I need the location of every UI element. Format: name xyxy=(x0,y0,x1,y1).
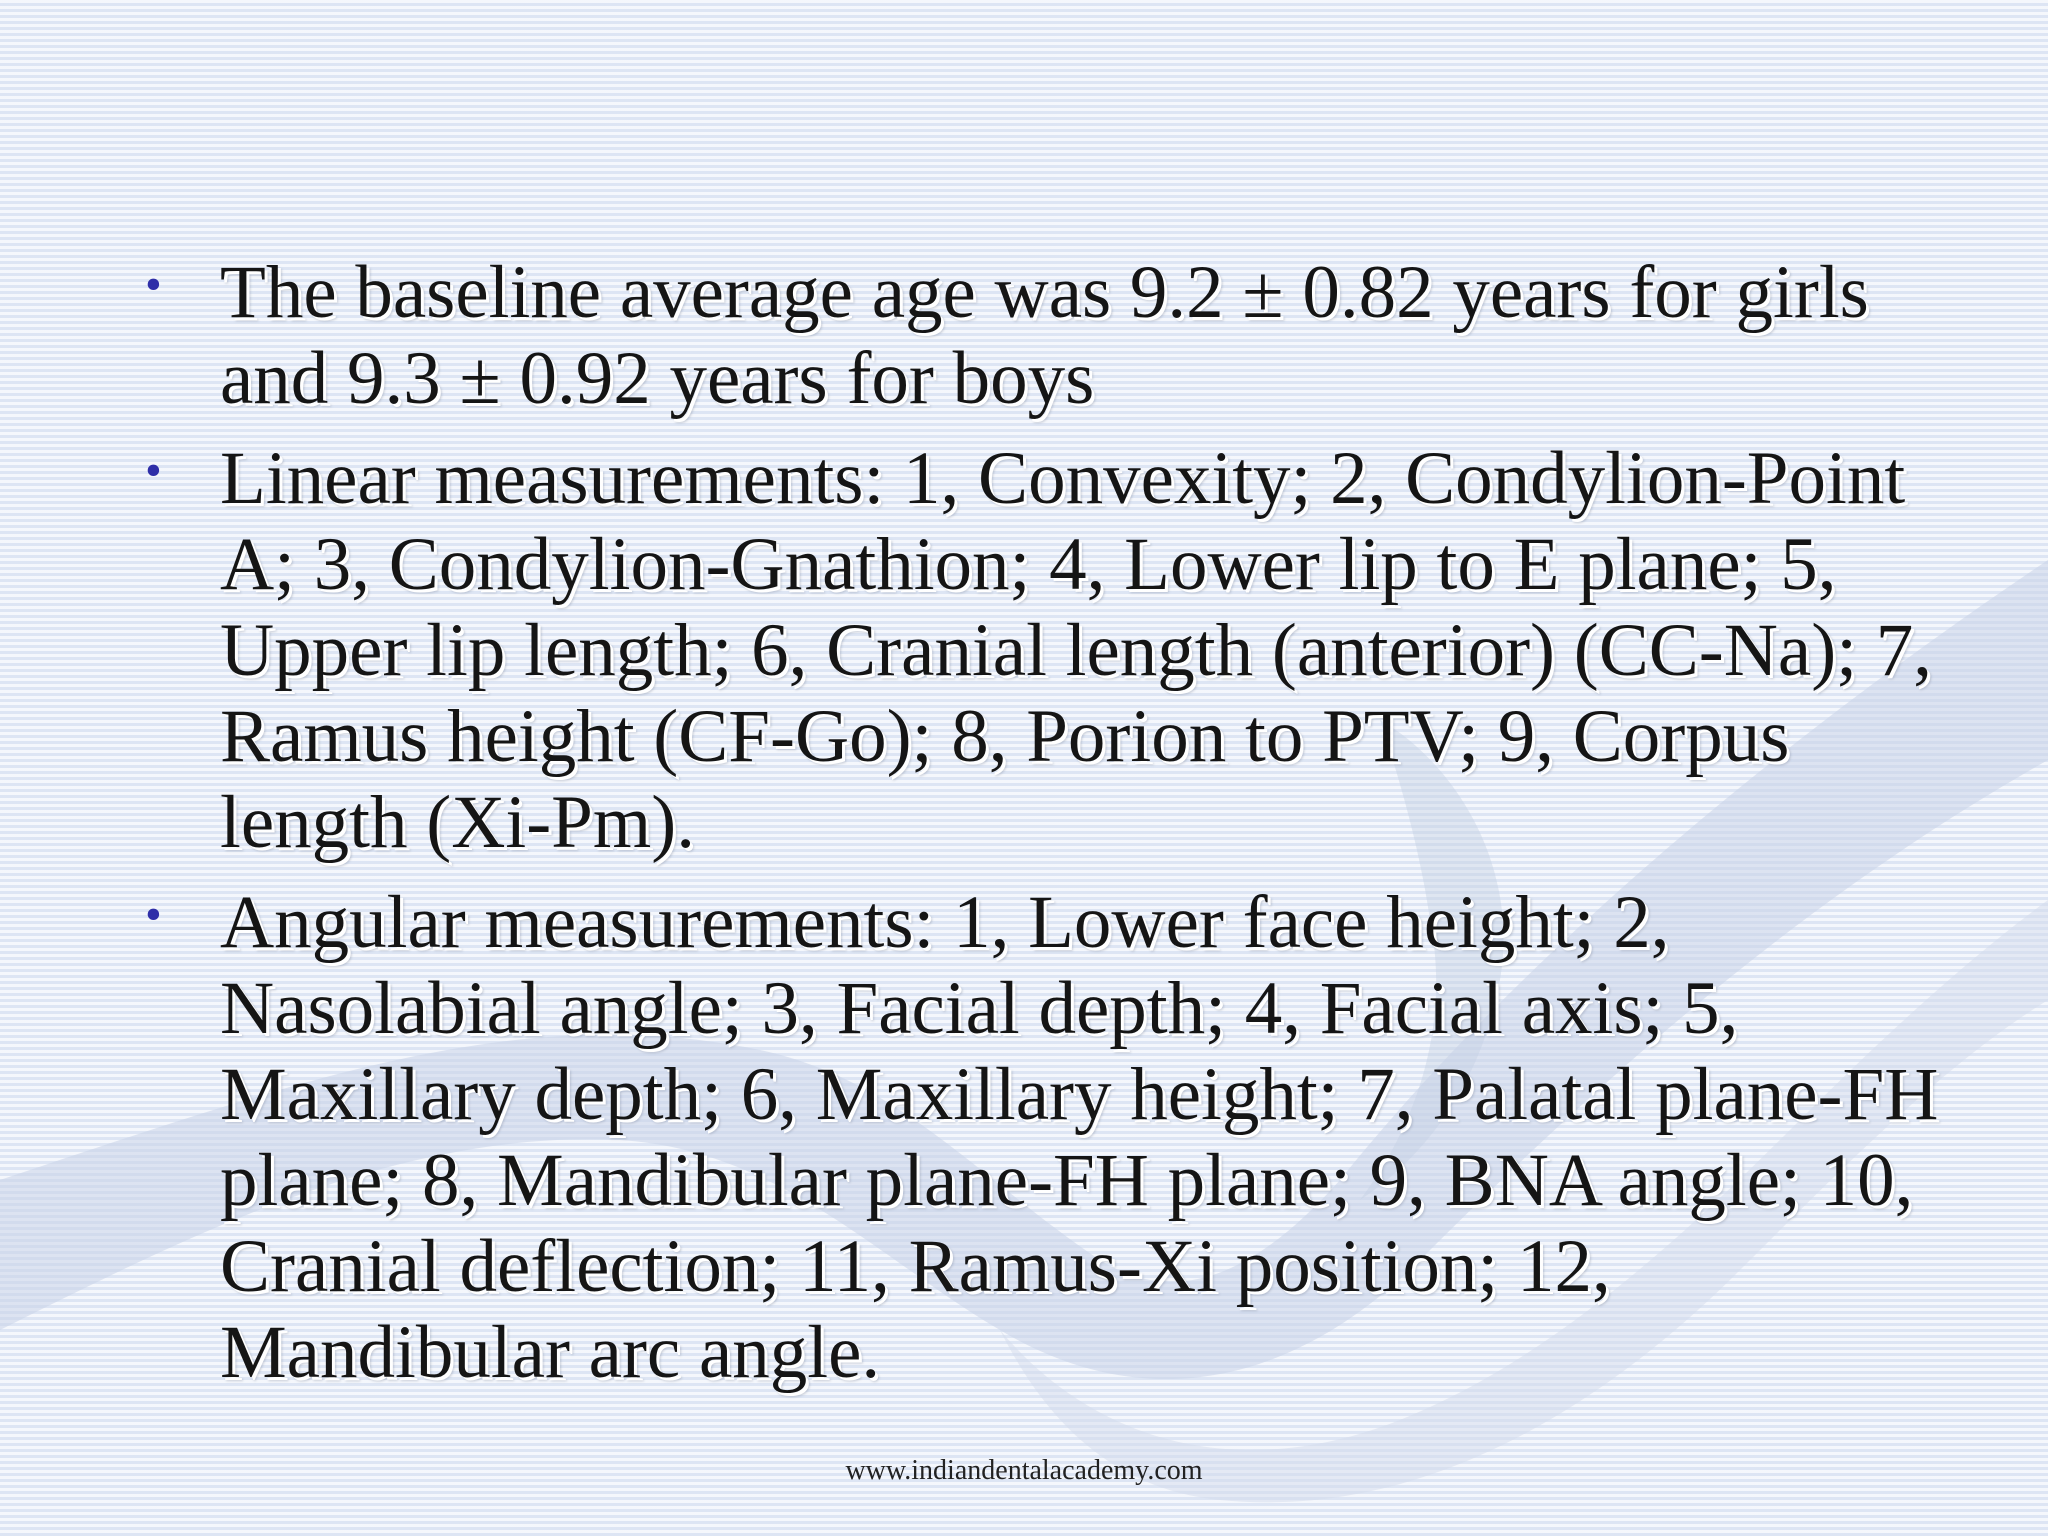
bullet-text: The baseline average age was 9.2 ± 0.82 years for girls and 9.3 ± 0.92 years for boys xyxy=(220,251,1869,420)
bullet-dot-icon: • xyxy=(145,444,162,497)
bullet-text: Linear measurements: 1, Convexity; 2, Condylion-Point A; 3, Condylion-Gnathion; 4, Lower lip to E plane; 5, Upper lip length; 6, Cranial length (anterior) (CC-Na); 7, Ramus height (CF-Go); 8, Porion to PTV; 9, Corpus length (Xi-Pm). xyxy=(220,437,1933,864)
bullet-dot-icon: • xyxy=(145,888,162,941)
bullet-text: Angular measurements: 1, Lower face height; 2, Nasolabial angle; 3, Facial depth; 4, Facial axis; 5, Maxillary depth; 6, Maxillary height; 7, Palatal plane-FH plane; 8, Mandibular plane-FH plane; 9, BNA angle; 10, Cranial deflection; 11, Ramus-Xi position; 12, Mandibular arc angle. xyxy=(220,881,1939,1394)
footer-website: www.indiandentalacademy.com xyxy=(845,1455,1203,1486)
bullet-dot-icon: • xyxy=(145,258,162,311)
bullet-list xyxy=(145,250,1945,1410)
bullet-item-linear-measurements xyxy=(145,436,1945,866)
bullet-item-angular-measurements xyxy=(145,880,1945,1396)
bullet-item-baseline-age xyxy=(145,250,1945,422)
